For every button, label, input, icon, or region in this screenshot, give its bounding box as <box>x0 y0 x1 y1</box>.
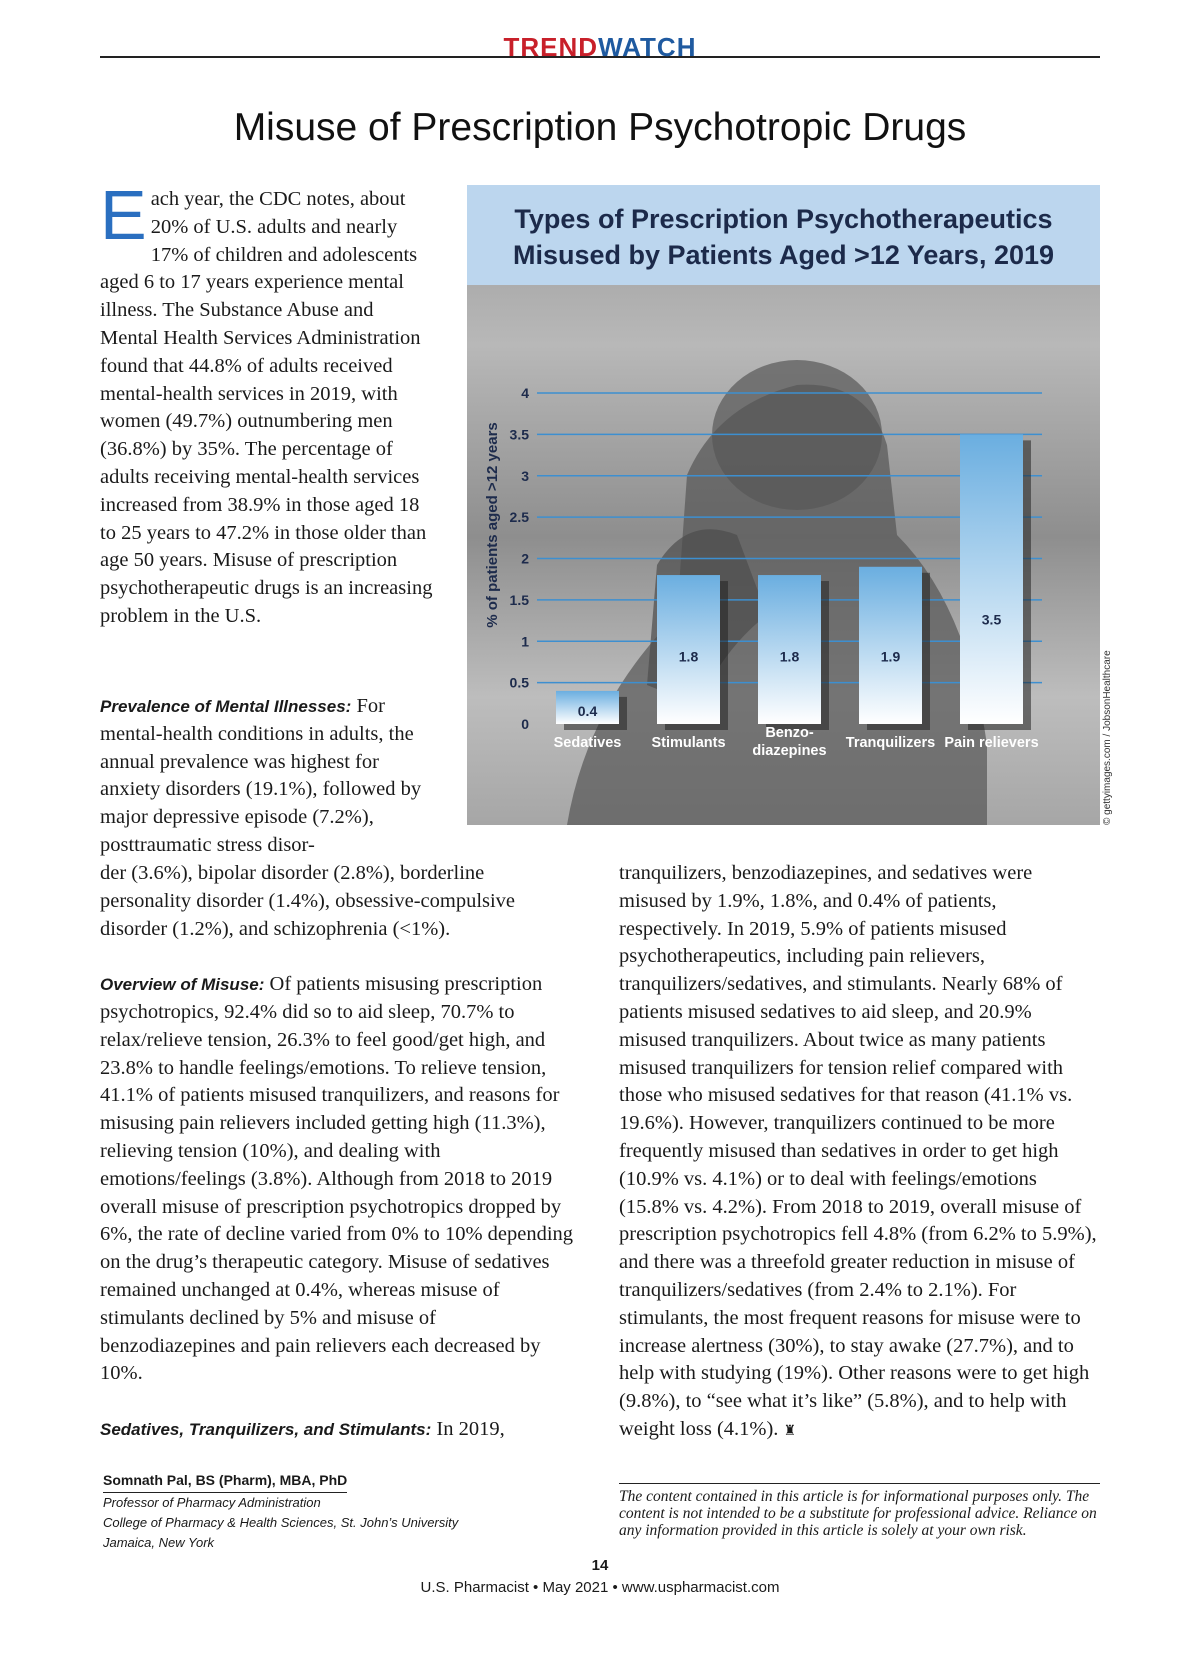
y-tick-label: 1.5 <box>509 591 529 608</box>
intro-paragraph <box>100 176 435 631</box>
drop-cap: E <box>100 176 147 254</box>
chart-title <box>467 201 1100 273</box>
bars <box>556 434 1031 730</box>
category-label: Stimulants <box>651 735 726 751</box>
bar-value-label: 3.5 <box>981 611 1002 628</box>
disclaimer: The content contained in this article is for informational purposes only. The content is not intended to be a substitute for professional advice. Reliance on any information provided in this article is solely at your own risk. <box>619 1483 1100 1539</box>
brand-logo <box>0 32 1200 62</box>
overview-heading: Overview of Misuse: <box>100 975 265 995</box>
bar-pain-relievers <box>960 434 1023 724</box>
category-labels <box>554 725 1039 759</box>
overview-text: Of patients misusing prescription psychotropics, 92.4% did so to aid sleep, 70.7% to relax/relieve tension, 26.3% to feel good/get high, and 23.8% to handle feelings/emotions. To relieve tension, 41.1% of patients misused tranquilizers, and reasons for misusing pain relievers included getting high (11.3%), relieving tension (10%), and dealing with emotions/feelings (3.8%). Although from 2018 to 2019 overall misuse of prescription psychotropics dropped by 6%, the rate of decline varied from 0% to 10% depending on the drug’s therapeutic category. Misuse of sedatives remained unchanged at 0.4%, whereas misuse of stimulants declined by 5% and misuse of benzodiazepines and pain relievers each decreased by 10%. <box>100 973 574 1385</box>
bar-value-label: 1.9 <box>880 648 901 665</box>
photo-credit: © gettyimages.com / JobsonHealthcare <box>1102 650 1113 825</box>
brand-trend: TREND <box>503 32 599 62</box>
brand-watch: WATCH <box>598 32 697 62</box>
prevalence-section-top <box>100 693 435 860</box>
y-tick-label: 2.5 <box>509 509 529 526</box>
page-title: Misuse of Prescription Psychotropic Drugs <box>233 106 967 149</box>
author-affiliation: College of Pharmacy & Health Sciences, St. John’s University <box>103 1515 459 1530</box>
category-label: Benzo- <box>765 725 814 741</box>
category-label: diazepines <box>752 743 827 759</box>
category-label: Tranquilizers <box>845 735 936 751</box>
author-block <box>103 1470 573 1553</box>
prevalence-text-bottom: der (3.6%), bipolar disorder (2.8%), borderline personality disorder (1.4%), obsessive-compulsive disorder (1.2%), and schizophrenia (<1%). <box>100 862 516 940</box>
sedatives-heading: Sedatives, Tranquilizers, and Stimulants: <box>100 1419 432 1439</box>
end-mark-icon: ♜ <box>783 1423 797 1439</box>
y-tick-label: 0.5 <box>509 674 529 691</box>
intro-text: ach year, the CDC notes, about 20% of U.S. adults and nearly 17% of children and adolescents aged 6 to 17 years experience mental illness. The Substance Abuse and Mental Health Services Administration found that 44.8% of adults received mental-health services in 2019, with women (49.7%) outnumbering men (36.8%) by 35%. The percentage of adults receiving mental-health services increased from 38.9% in those aged 18 to 25 years to 47.2% in those older than age 50 years. Misuse of prescription psychotherapeutic drugs is an increasing problem in the U.S. <box>100 188 433 627</box>
page-number: 14 <box>591 1557 609 1574</box>
y-axis-ticks <box>510 385 530 732</box>
chart-title-line-2: Misused by Patients Aged >12 Years, 2019 <box>512 240 1055 270</box>
bar-value-label: 1.8 <box>678 648 699 665</box>
sedatives-text-left: In 2019, <box>436 1417 505 1440</box>
footer-publication: U.S. Pharmacist • May 2021 • www.uspharmacist.com <box>420 1579 780 1596</box>
author-location: Jamaica, New York <box>103 1535 215 1550</box>
chart-title-line-1: Types of Prescription Psychotherapeutics <box>514 204 1053 234</box>
y-axis-label: % of patients aged >12 years <box>484 422 501 628</box>
bar-tranquilizers <box>859 567 922 724</box>
y-tick-label: 3.5 <box>509 426 529 443</box>
y-tick-label: 1 <box>521 633 529 650</box>
category-label: Sedatives <box>553 735 622 751</box>
sedatives-text-right: tranquilizers, benzodiazepines, and sedatives were misused by 1.9%, 1.8%, and 0.4% of patients, respectively. In 2019, 5.9% of patients misused psychotherapeutics, including pain relievers, tranquilizers/sedatives, and stimulants. Nearly 68% of patients misused sedatives to aid sleep, and 20.9% misused tranquilizers. About twice as many patients misused tranquilizers for tension relief compared with those who misused sedatives for that reason (41.1% vs. 19.6%). However, tranquilizers continued to be more frequently misused than sedatives in order to get high (10.9% vs. 4.1%) or to deal with feelings/emotions (15.8% vs. 4.2%). From 2018 to 2019, overall misuse of prescription psychotropics fell 4.8% (from 6.2% to 5.9%), and there was a threefold greater reduction in misuse of tranquilizers/sedatives (from 2.4% to 2.1%). For stimulants, the most frequent reasons for misuse were to increase alertness (30%), to stay awake (27.7%), and to help with studying (19%). Other reasons were to get high (9.8%), to “see what it’s like” (5.8%), and to help with weight loss (4.1%). <box>619 862 1097 1440</box>
right-column <box>619 860 1100 1474</box>
bar-chart <box>467 285 1100 825</box>
prevalence-heading: Prevalence of Mental Illnesses: <box>100 697 352 716</box>
y-tick-label: 0 <box>521 716 529 732</box>
left-column <box>100 860 575 1472</box>
author-name: Somnath Pal, BS (Pharm), MBA, PhD <box>103 1470 347 1493</box>
bar-value-label: 0.4 <box>577 702 598 719</box>
y-tick-label: 4 <box>521 385 529 401</box>
author-title: Professor of Pharmacy Administration <box>103 1495 321 1510</box>
y-tick-label: 3 <box>521 467 529 484</box>
bar-value-label: 1.8 <box>779 648 800 665</box>
chart-box <box>467 185 1100 825</box>
prevalence-text-top: For mental-health conditions in adults, the annual prevalence was highest for anxiety disorders (19.1%), followed by major depressive episode (7.2%), posttraumatic stress disor- <box>100 695 422 856</box>
category-label: Pain relievers <box>944 735 1039 751</box>
y-tick-label: 2 <box>521 550 529 567</box>
